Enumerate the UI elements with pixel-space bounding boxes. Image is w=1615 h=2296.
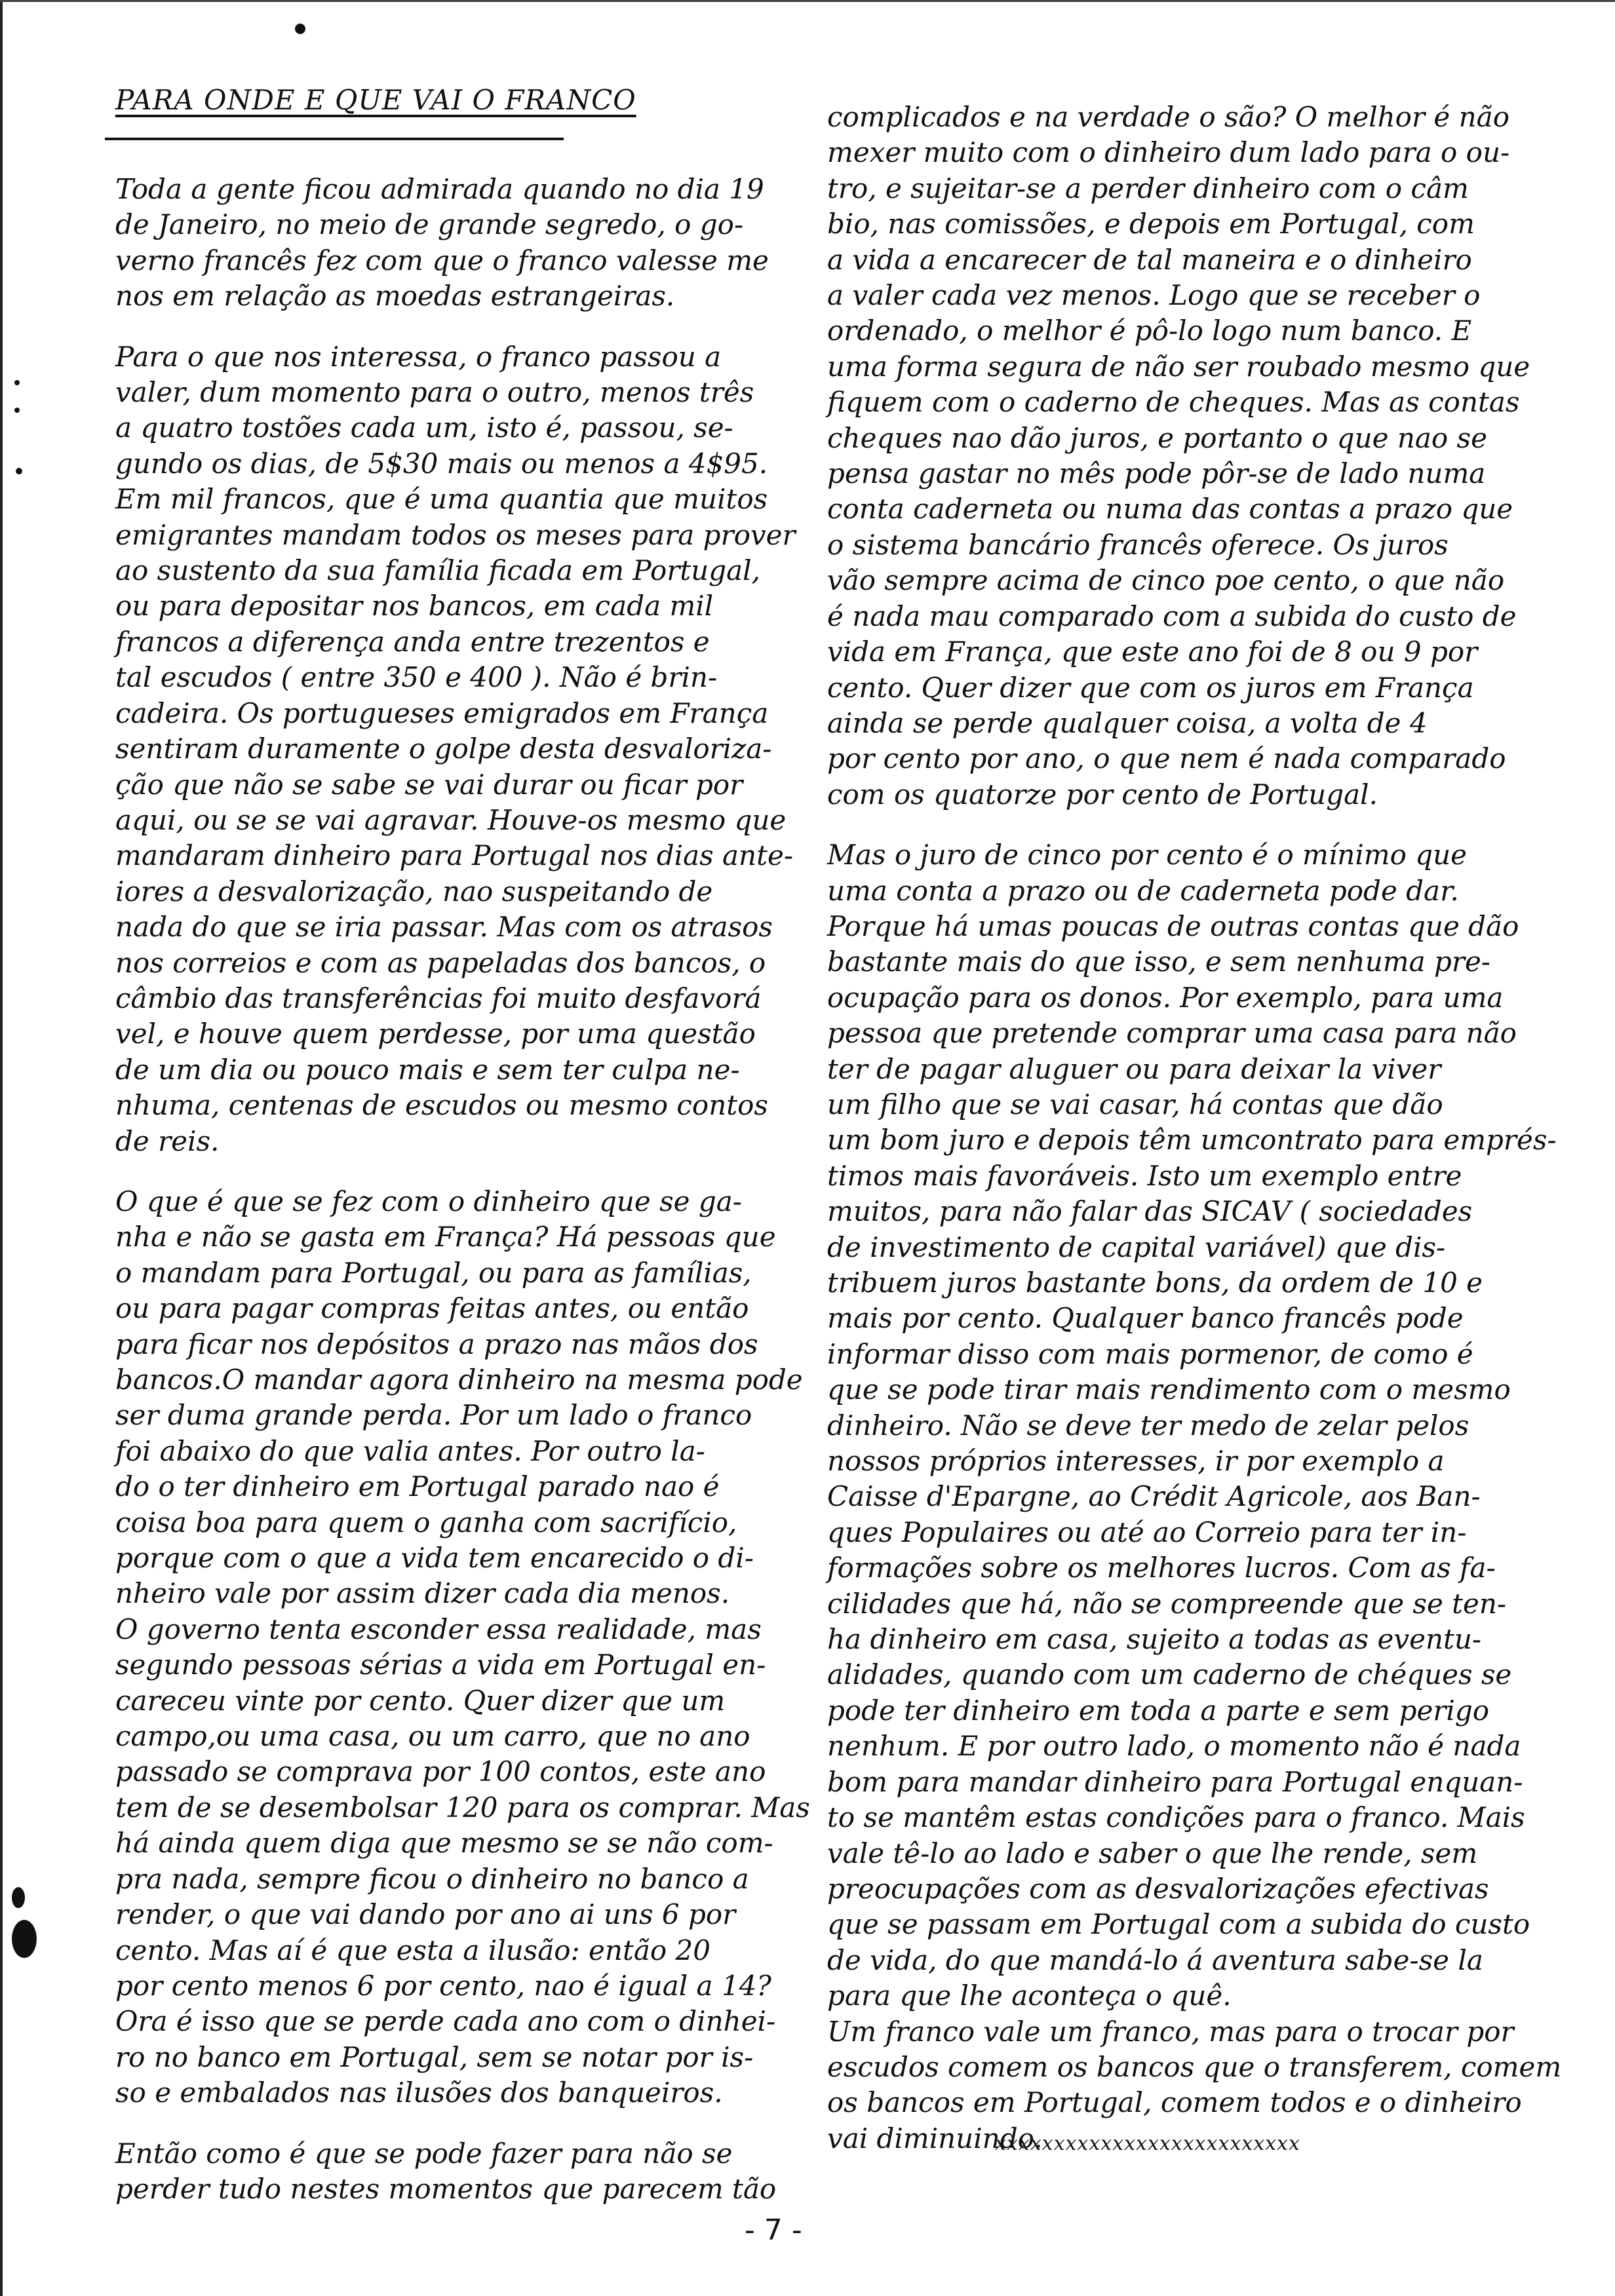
- left-column: [115, 172, 836, 2232]
- ink-blot: [12, 1920, 37, 1958]
- ink-blot: [12, 1887, 25, 1908]
- ink-dot: [295, 24, 305, 34]
- page-border-left: [0, 0, 3, 2296]
- paragraph: Toda a gente ficou admirada quando no dia 19 de Janeiro, no meio de grande segredo, o go- verno francês fez com que o franco valesse me nos em relação as moedas estrangeiras.: [115, 173, 769, 313]
- section-separator: xxxxxxxxxxxxxxxxxxxxxxxxxx: [995, 2132, 1300, 2155]
- scan-mark: [16, 468, 22, 474]
- paragraph: Então como é que se pode fazer para não se perder tudo nestes momentos que parecem tão: [115, 2137, 777, 2205]
- page-border-top: [0, 0, 1615, 2]
- paragraph: complicados e na verdade o são? O melhor é não mexer muito com o dinheiro dum lado para o ou- tro, e sujeitar-se a perder dinheiro com o câm bio, nas comissões, e depois em Portugal, com a vida a encarecer de tal maneira e o dinheiro a valer cada vez menos. Logo que se receber o ordenado, o melhor é pô-lo logo num banco. E uma forma segura de não ser roubado mesmo que fiquem com o caderno de cheques. Mas as contas cheques nao dão juros, e portanto o que nao se pensa gastar no mês pode pôr-se de lado numa conta caderneta ou numa das contas a prazo que o sistema bancário francês oferece. Os juros vão sempre acima de cinco poe cento, o que não é nada mau comparado com a subida do custo de vida em França, que este ano foi de 8 ou 9 por cento. Quer dizer que com os juros em França ainda se perde qualquer coisa, a volta de 4 por cento por ano, o que nem é nada comparado com os quatorze por cento de Portugal.: [827, 101, 1530, 811]
- scan-mark: [14, 408, 20, 413]
- paragraph: Para o que nos interessa, o franco passou a valer, dum momento para o outro, menos três a quatro tostões cada um, isto é, passou, se- gundo os dias, de 5$30 mais ou menos a 4$95. Em mil francos, que é uma quantia que muitos emigrantes mandam todos os meses para prover ao sustento da sua família ficada em Portugal, ou para depositar nos bancos, em cada mil francos a diferença anda entre trezentos e tal escudos ( entre 350 e 400 ). Não é brin- cadeira. Os portugueses emigrados em França sentiram duramente o golpe desta desvaloriza- ção que não se sabe se vai durar ou ficar por aqui, ou se se vai agravar. Houve-os mesmo que mandaram dinheiro para Portugal nos dias ante- iores a desvalorização, nao suspeitando de nada do que se iria passar. Mas com os atrasos nos correios e com as papeladas dos bancos, o câmbio das transferências foi muito desfavorá vel, e houve quem perdesse, por uma questão de um dia ou pouco mais e sem ter culpa ne- nhuma, centenas de escudos ou mesmo contos de reis.: [115, 340, 796, 1157]
- right-column: [827, 100, 1574, 2181]
- paragraph: Mas o juro de cinco por cento é o mínimo que uma conta a prazo ou de caderneta pode dar. Porque há umas poucas de outras contas que dão bastante mais do que isso, e sem nenhuma pre- ocupação para os donos. Por exemplo, para uma pessoa que pretende comprar uma casa para não ter de pagar aluguer ou para deixar la viver um filho que se vai casar, há contas que dão um bom juro e depois têm umcontrato para emprés- timos mais favoráveis. Isto um exemplo entre muitos, para não falar das SICAV ( sociedades de investimento de capital variável) que dis- tribuem juros bastante bons, da ordem de 10 e mais por cento. Qualquer banco francês pode informar disso com mais pormenor, de como é que se pode tirar mais rendimento com o mesmo dinheiro. Não se deve ter medo de zelar pelos nossos próprios interesses, ir por exemplo a Caisse d'Epargne, ao Crédit Agricole, aos Ban- ques Populaires ou até ao Correio para ter in- formações sobre os melhores lucros. Com as fa- cilidades que há, não se compreende que se ten- ha dinheiro em casa, sujeito a todas as eventu- alidades, quando com um caderno de chéques se pode ter dinheiro em toda a parte e sem perigo nenhum. E por outro lado, o momento não é nada bom para mandar dinheiro para Portugal enquan- to se mantêm estas condições para o franco. Mais vale tê-lo ao lado e saber o que lhe rende, sem preocupações com as desvalorizações efectivas que se passam em Portugal com a subida do custo de vida, do que mandá-lo á aventura sabe-se la para que lhe aconteça o quê. Um franco vale um franco, mas para o trocar por escudos comem os bancos que o transferem, comem os bancos em Portugal, comem todos e o dinheiro vai diminuindo.: [827, 839, 1562, 2154]
- page-number: - 7 -: [745, 2213, 802, 2247]
- paragraph: O que é que se fez com o dinheiro que se ga- nha e não se gasta em França? Há pessoas que o mandam para Portugal, ou para as famílias, ou para pagar compras feitas antes, ou então para ficar nos depósitos a prazo nas mãos dos bancos.O mandar agora dinheiro na mesma pode ser duma grande perda. Por um lado o franco foi abaixo do que valia antes. Por outro la- do o ter dinheiro em Portugal parado nao é coisa boa para quem o ganha com sacrifício, porque com o que a vida tem encarecido o di- nheiro vale por assim dizer cada dia menos. O governo tenta esconder essa realidade, mas segundo pessoas sérias a vida em Portugal en- careceu vinte por cento. Quer dizer que um campo,ou uma casa, ou um carro, que no ano passado se comprava por 100 contos, este ano tem de se desembolsar 120 para os comprar. Mas há ainda quem diga que mesmo se se não com- pra nada, sempre ficou o dinheiro no banco a render, o que vai dando por ano ai uns 6 por cento. Mas aí é que esta a ilusão: então 20 por cento menos 6 por cento, nao é igual a 14? Ora é isso que se perde cada ano com o dinhei- ro no banco em Portugal, sem se notar por is- so e embalados nas ilusões dos banqueiros.: [115, 1185, 810, 2109]
- article-title: PARA ONDE E QUE VAI O FRANCO: [115, 84, 636, 116]
- title-underline: [105, 138, 564, 140]
- scan-mark: [14, 380, 20, 385]
